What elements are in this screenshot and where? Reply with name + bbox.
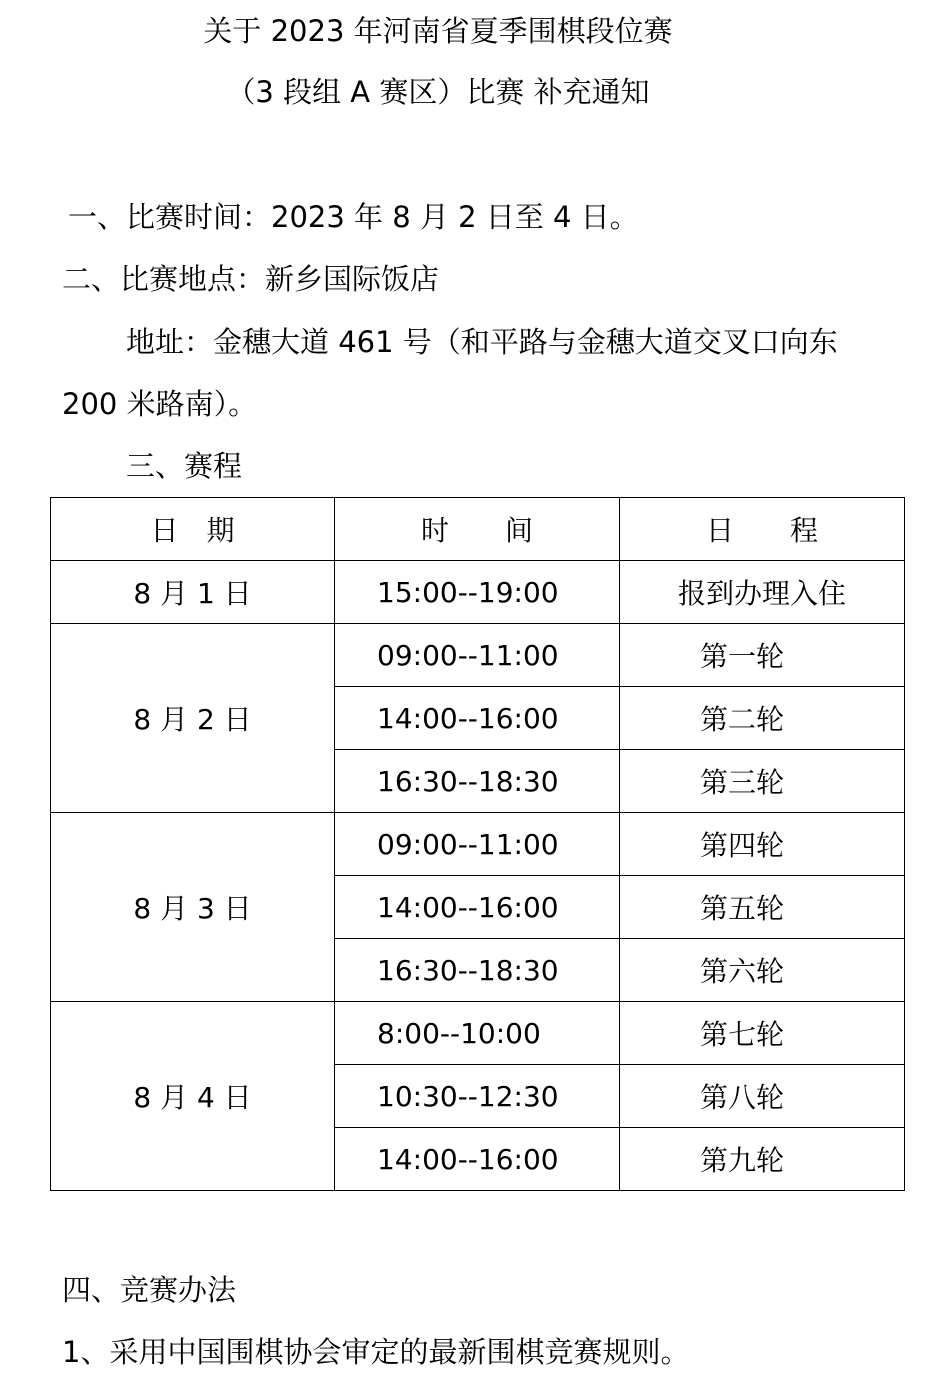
program-cell — [620, 813, 905, 876]
program-cell — [620, 1002, 905, 1065]
document-title-line2: （3 段组 A 赛区）比赛 补充通知 — [226, 75, 650, 109]
table-row — [51, 561, 905, 624]
time-cell: 8:00--10:00 — [335, 1002, 620, 1065]
program-text: 第四轮 — [699, 829, 784, 862]
date-cell: 8 月 3 日 — [51, 813, 335, 1002]
program-text: 第九轮 — [699, 1144, 784, 1177]
program-cell — [620, 876, 905, 939]
time-cell: 10:30--12:30 — [335, 1065, 620, 1128]
time-cell: 09:00--11:00 — [335, 624, 620, 687]
schedule-table — [50, 497, 905, 1191]
program-cell — [620, 624, 905, 687]
program-cell — [620, 939, 905, 1002]
header-program: 日 程 — [620, 498, 905, 561]
time-cell: 16:30--18:30 — [335, 939, 620, 1002]
program-text: 第五轮 — [699, 892, 784, 925]
venue-address-line1: 地址：金穗大道 461 号（和平路与金穗大道交叉口向东 — [126, 325, 838, 359]
time-cell: 15:00--19:00 — [335, 561, 620, 624]
program-text: 第八轮 — [699, 1081, 784, 1114]
program-text: 第七轮 — [699, 1018, 784, 1051]
program-text: 第三轮 — [699, 766, 784, 799]
program-cell — [620, 1128, 905, 1191]
venue-address-line2: 200 米路南）。 — [62, 387, 258, 421]
header-time: 时 间 — [335, 498, 620, 561]
table-row — [51, 624, 905, 687]
document-title-line1: 关于 2023 年河南省夏季围棋段位赛 — [203, 14, 673, 48]
program-text: 第二轮 — [699, 703, 784, 736]
date-cell: 8 月 2 日 — [51, 624, 335, 813]
table-row — [51, 1002, 905, 1065]
program-text: 第六轮 — [699, 955, 784, 988]
section-schedule-heading: 三、赛程 — [126, 449, 243, 483]
header-date: 日 期 — [51, 498, 335, 561]
date-cell: 8 月 4 日 — [51, 1002, 335, 1191]
program-text: 第一轮 — [699, 640, 784, 673]
time-cell: 14:00--16:00 — [335, 1128, 620, 1191]
section-competition-time: 一、比赛时间：2023 年 8 月 2 日至 4 日。 — [68, 200, 639, 234]
date-cell: 8 月 1 日 — [51, 561, 335, 624]
time-cell: 14:00--16:00 — [335, 876, 620, 939]
section-competition-venue: 二、比赛地点：新乡国际饭店 — [62, 262, 440, 296]
rule-item-1: 1、采用中国围棋协会审定的最新围棋竞赛规则。 — [62, 1335, 690, 1369]
time-cell: 09:00--11:00 — [335, 813, 620, 876]
section-rules-heading: 四、竞赛办法 — [62, 1273, 237, 1307]
time-cell: 14:00--16:00 — [335, 687, 620, 750]
time-cell: 16:30--18:30 — [335, 750, 620, 813]
program-text: 报到办理入住 — [677, 577, 846, 610]
program-cell — [620, 687, 905, 750]
program-cell — [620, 750, 905, 813]
program-cell — [620, 1065, 905, 1128]
program-cell — [620, 561, 905, 624]
table-header-row — [51, 498, 905, 561]
table-row — [51, 813, 905, 876]
